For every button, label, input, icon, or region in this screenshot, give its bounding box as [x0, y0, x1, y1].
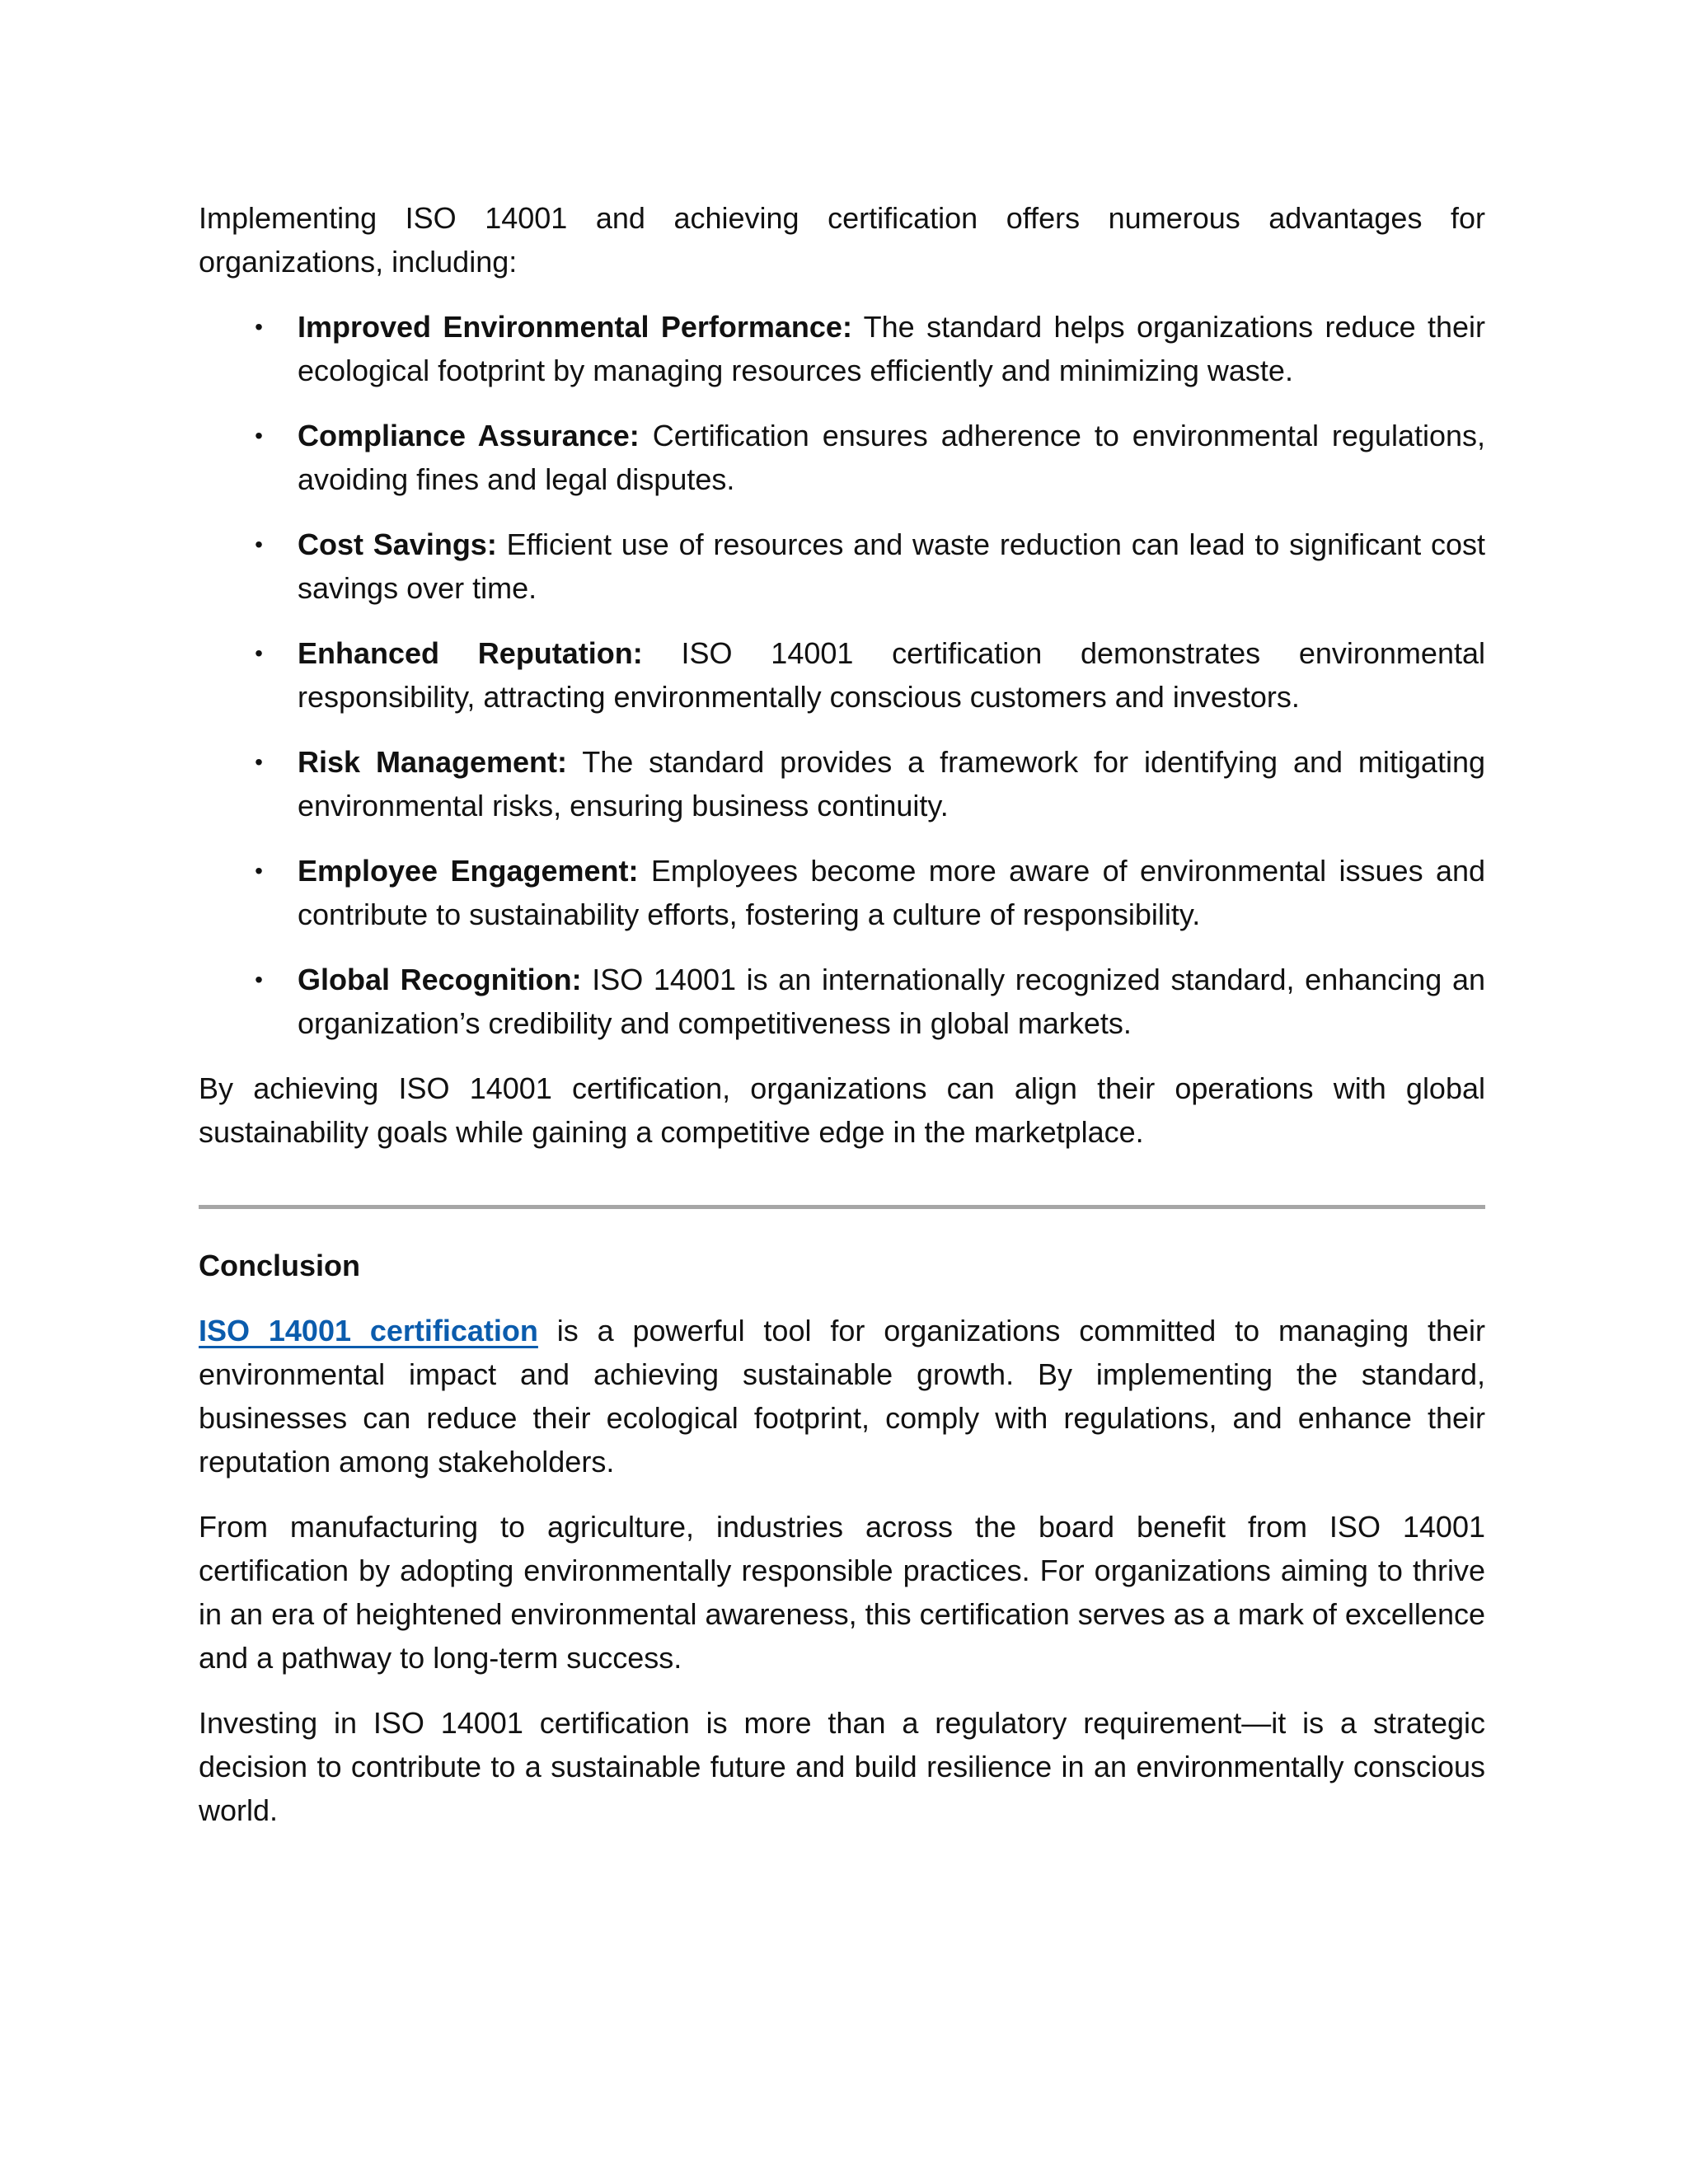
benefit-text: ISO 14001 is an internationally recognized standard, enhancing an organization’s credibility and competitiveness in global markets. [298, 963, 1486, 1040]
benefit-title: Improved Environmental Performance: [298, 310, 852, 344]
benefit-title: Risk Management: [298, 745, 567, 779]
list-item [199, 958, 1485, 1045]
list-item [199, 740, 1485, 827]
benefit-title: Compliance Assurance: [298, 419, 640, 452]
benefit-title: Cost Savings: [298, 527, 497, 561]
bullet-icon: • [255, 532, 263, 557]
bullet-icon: • [255, 314, 263, 340]
benefits-list [199, 305, 1485, 1045]
list-item [199, 414, 1485, 501]
intro-paragraph: Implementing ISO 14001 and achieving certification offers numerous advantages for organizations, including: [199, 201, 1485, 279]
conclusion-paragraph-3: Investing in ISO 14001 certification is more than a regulatory requirement—it is a strategic decision to contribute to a sustainable future and build resilience in an environmentally conscious world. [199, 1706, 1485, 1827]
benefit-text: Employees become more aware of environmental issues and contribute to sustainability efforts, fostering a culture of responsibility. [298, 854, 1486, 931]
bullet-icon: • [255, 423, 263, 448]
list-item [199, 305, 1485, 392]
benefit-title: Employee Engagement: [298, 854, 639, 888]
bullet-icon: • [255, 749, 263, 775]
list-item [199, 849, 1485, 936]
conclusion-paragraph-2: From manufacturing to agriculture, industries across the board benefit from ISO 14001 certification by adopting environmentally responsible practices. For organizations aiming to thrive in an era of heightened environmental awareness, this certification serves as a mark of excellence and a pathway to long-term success. [199, 1510, 1485, 1675]
benefit-title: Global Recognition: [298, 963, 582, 996]
benefit-text: Efficient use of resources and waste reduction can lead to significant cost savings over time. [298, 527, 1485, 605]
bullet-icon: • [255, 858, 263, 883]
benefit-title: Enhanced Reputation: [298, 636, 643, 670]
list-item [199, 523, 1485, 610]
conclusion-paragraph-1-text: is a powerful tool for organizations committed to managing their environmental impact and achieving sustainable growth. By implementing the standard, businesses can reduce their ecological footprint, comply with regulations, and enhance their reputation among stakeholders. [199, 1314, 1485, 1479]
iso-certification-link[interactable]: ISO 14001 certification [199, 1314, 538, 1347]
bullet-icon: • [255, 967, 263, 992]
benefit-text: ISO 14001 certification demonstrates environmental responsibility, attracting environmentally conscious customers and investors. [298, 636, 1485, 714]
benefit-text: Certification ensures adherence to environmental regulations, avoiding fines and legal disputes. [298, 419, 1486, 496]
bullet-icon: • [255, 640, 263, 666]
conclusion-paragraph-1 [199, 1309, 1485, 1483]
benefit-text: The standard helps organizations reduce their ecological footprint by managing resources efficiently and minimizing waste. [298, 310, 1486, 387]
benefit-text: The standard provides a framework for identifying and mitigating environmental risks, ensuring business continuity. [298, 745, 1486, 823]
closing-paragraph: By achieving ISO 14001 certification, organizations can align their operations with global sustainability goals while gaining a competitive edge in the marketplace. [199, 1071, 1485, 1149]
document-body [199, 196, 1485, 1854]
conclusion-heading: Conclusion [199, 1249, 360, 1282]
list-item [199, 631, 1485, 719]
section-divider [199, 1205, 1485, 1209]
